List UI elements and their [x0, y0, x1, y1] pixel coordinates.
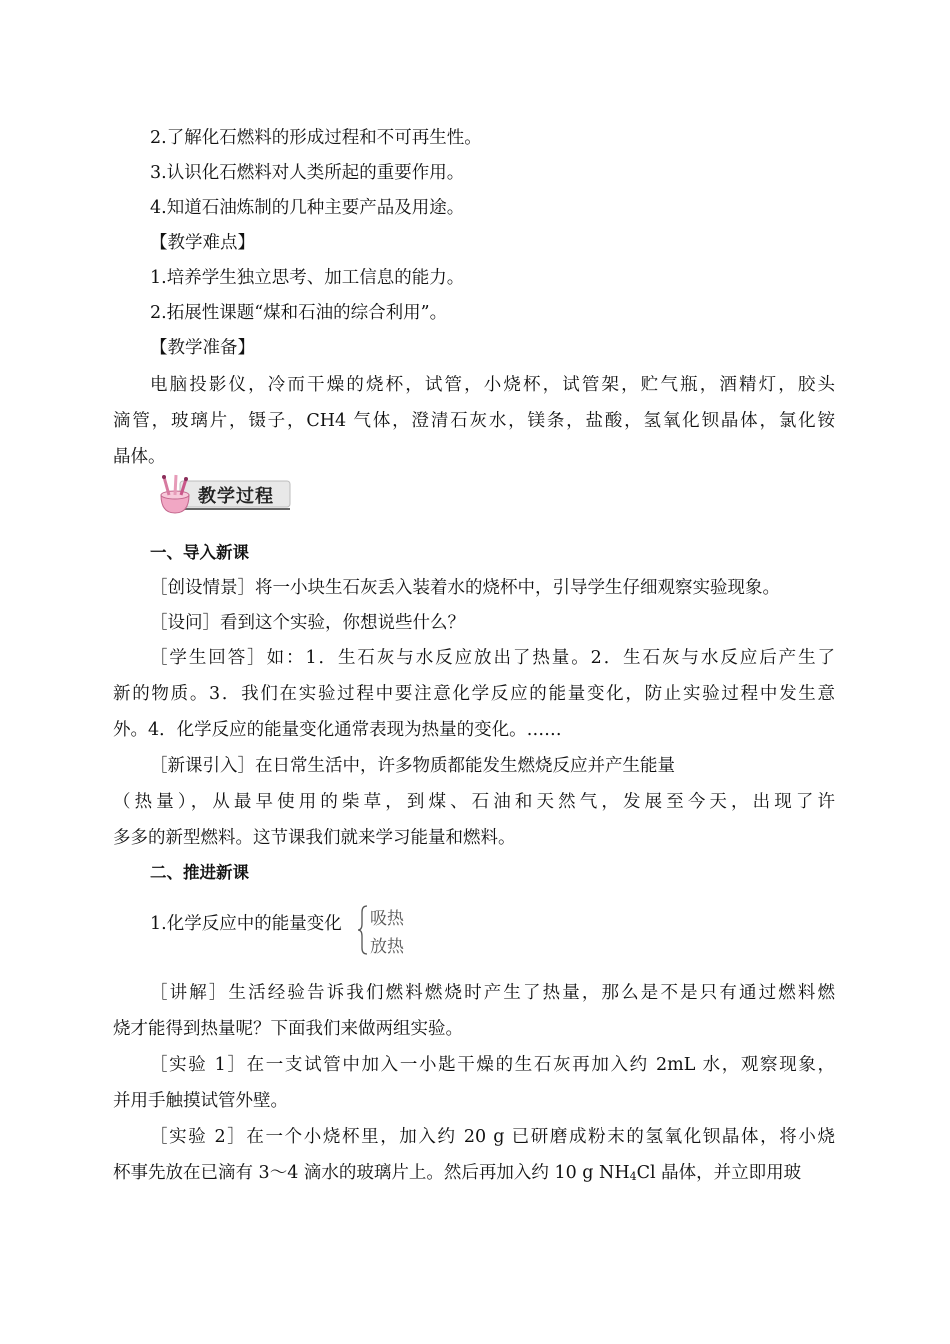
student-answer-line-2: 新的物质。3．我们在实验过程中要注意化学反应的能量变化，防止实验过程中发生意 — [113, 684, 835, 704]
experiment-2-line-2 — [113, 1161, 835, 1189]
preparation-heading: 【教学准备】 — [150, 338, 255, 358]
preparation-line-3: 晶体。 — [113, 447, 166, 467]
student-answer-line-1: ［学生回答］如：1．生石灰与水反应放出了热量。2．生石灰与水反应后产生了 — [150, 648, 835, 668]
scene-line: ［创设情景］将一小块生石灰丢入装着水的烧杯中，引导学生仔细观察实验现象。 — [150, 578, 780, 598]
option-endothermic: 吸热 — [370, 909, 404, 929]
explain-line-1: ［讲解］生活经验告诉我们燃料燃烧时产生了热量，那么是不是只有通过燃料燃 — [150, 983, 835, 1003]
intro-line-2: （热量），从最早使用的柴草，到煤、石油和天然气，发展至今天，出现了许 — [113, 792, 835, 812]
experiment-2-text-a: 杯事先放在已滴有 3～4 滴水的玻璃片上。然后再加入约 10 g NH — [113, 1163, 630, 1183]
teaching-process-banner — [155, 473, 295, 519]
difficulty-item-1: 1.培养学生独立思考、加工信息的能力。 — [150, 268, 465, 288]
experiment-2-text-b: Cl 晶体，并立即用玻 — [636, 1163, 802, 1183]
brace-icon — [357, 904, 369, 956]
difficulties-heading: 【教学难点】 — [150, 233, 255, 253]
experiment-1-line-1: ［实验 1］在一支试管中加入一小匙干燥的生石灰再加入约 2mL 水，观察现象， — [150, 1055, 835, 1075]
explain-line-2: 烧才能得到热量呢？下面我们来做两组实验。 — [113, 1019, 463, 1039]
objective-item-4: 4.知道石油炼制的几种主要产品及用途。 — [150, 198, 465, 218]
section-2-heading: 二、推进新课 — [150, 863, 249, 882]
topic-energy-change: 1.化学反应中的能量变化 — [150, 914, 342, 934]
subscript-4: 4 — [629, 1170, 637, 1183]
section-1-heading: 一、导入新课 — [150, 543, 249, 562]
experiment-2-line-1: ［实验 2］在一个小烧杯里，加入约 20 g 已研磨成粉末的氢氧化钡晶体，将小烧 — [150, 1127, 835, 1147]
question-line: ［设问］看到这个实验，你想说些什么？ — [150, 613, 465, 633]
energy-type-brace — [357, 904, 417, 956]
experiment-1-line-2: 并用手触摸试管外壁。 — [113, 1091, 288, 1111]
student-answer-line-3: 外。4．化学反应的能量变化通常表现为热量的变化。…… — [113, 720, 562, 740]
intro-line-1: ［新课引入］在日常生活中，许多物质都能发生燃烧反应并产生能量 — [150, 756, 675, 776]
preparation-line-1: 电脑投影仪，冷而干燥的烧杯，试管，小烧杯，试管架，贮气瓶，酒精灯，胶头 — [150, 375, 835, 395]
preparation-line-2: 滴管，玻璃片，镊子，CH4 气体，澄清石灰水，镁条，盐酸，氢氧化钡晶体，氯化铵 — [113, 411, 835, 431]
banner-title: 教学过程 — [198, 486, 274, 507]
option-exothermic: 放热 — [370, 937, 404, 957]
difficulty-item-2: 2.拓展性课题“煤和石油的综合利用”。 — [150, 303, 448, 323]
objective-item-2: 2.了解化石燃料的形成过程和不可再生性。 — [150, 128, 482, 148]
intro-line-3: 多多的新型燃料。这节课我们就来学习能量和燃料。 — [113, 828, 516, 848]
objective-item-3: 3.认识化石燃料对人类所起的重要作用。 — [150, 163, 465, 183]
